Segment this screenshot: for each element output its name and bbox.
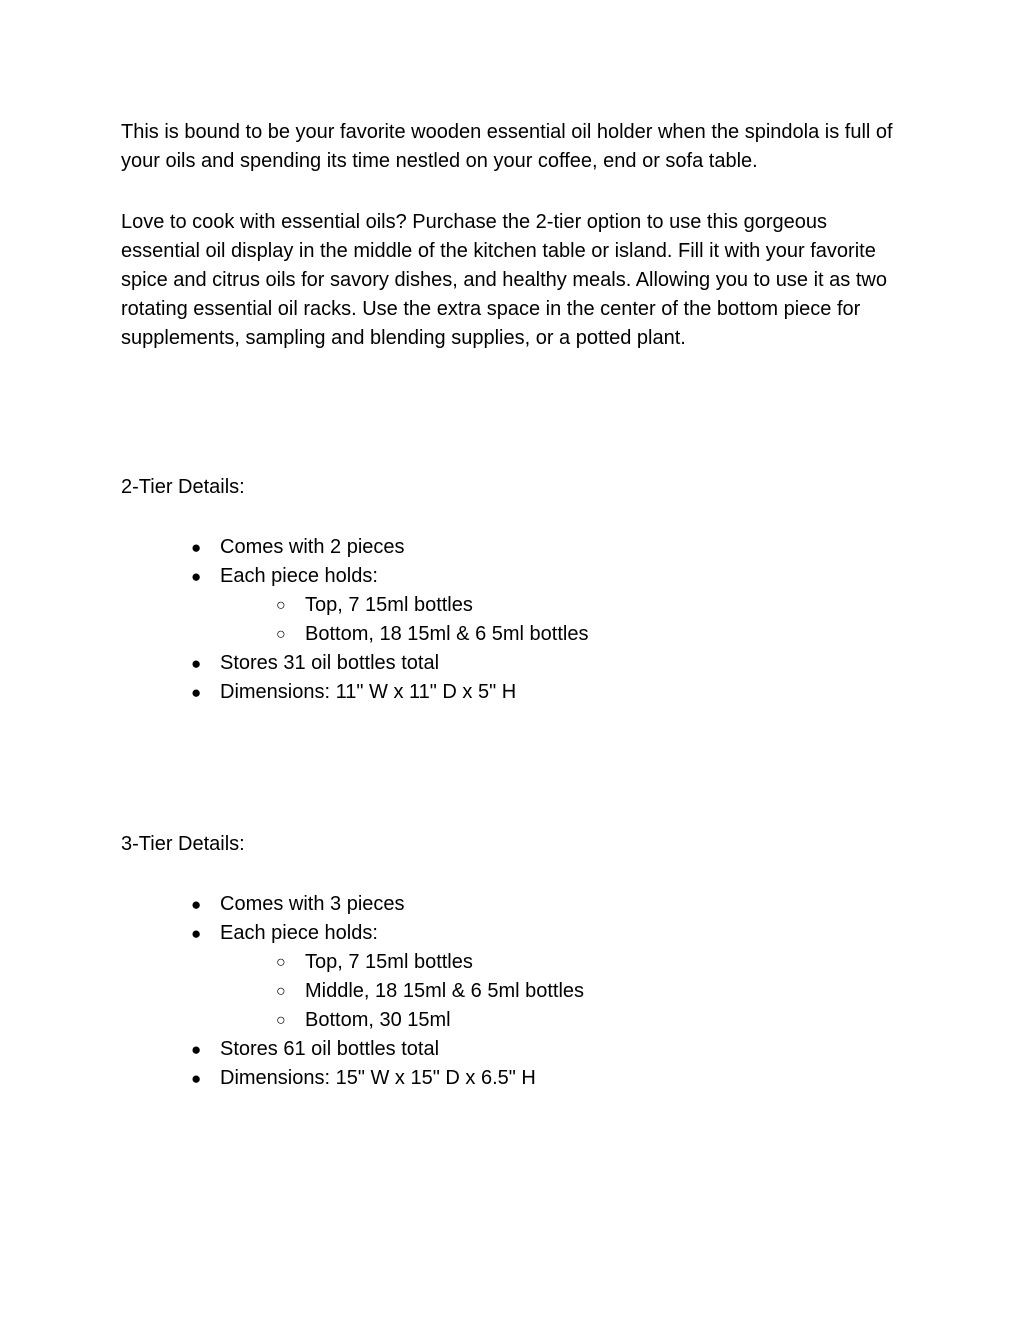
bullet-icon: ● <box>191 683 202 702</box>
list-item-text: Stores 61 oil bottles total <box>220 1038 440 1060</box>
intro-paragraph-1: This is bound to be your favorite wooden essential oil holder when the spindola is full of your oils and spending its time nestled on your coffee, end or sofa table. <box>121 121 893 172</box>
list-item-text: Stores 31 oil bottles total <box>220 652 440 674</box>
list-item-text: Dimensions: 15" W x 15" D x 6.5" H <box>220 1067 536 1089</box>
tier3-heading: 3-Tier Details: <box>121 833 245 855</box>
list-item-text: Comes with 2 pieces <box>220 536 405 558</box>
list-item-text: Comes with 3 pieces <box>220 893 405 915</box>
bullet-icon: ● <box>191 895 202 914</box>
intro-paragraph-2: Love to cook with essential oils? Purchase the 2-tier option to use this gorgeous essential oil display in the middle of the kitchen table or island. Fill it with your favorite spice and citrus oils for savory dishes, and healthy meals. Allowing you to use it as two rotating essential oil racks. Use the extra space in the center of the bottom piece for supplements, sampling and blending supplies, or a potted plant. <box>121 211 887 349</box>
bullet-icon: ● <box>191 654 202 673</box>
list-item-text: Bottom, 30 15ml <box>305 1009 451 1031</box>
list-item-text: Top, 7 15ml bottles <box>305 594 473 616</box>
list-item-text: Bottom, 18 15ml & 6 5ml bottles <box>305 623 589 645</box>
list-item-text: Each piece holds: <box>220 565 378 587</box>
list-item-text: Dimensions: 11" W x 11" D x 5" H <box>220 681 517 703</box>
bullet-icon: ● <box>191 538 202 557</box>
bullet-icon: ● <box>191 567 202 586</box>
hollow-bullet-icon: ○ <box>276 983 286 1000</box>
bullet-icon: ● <box>191 1069 202 1088</box>
hollow-bullet-icon: ○ <box>276 597 286 614</box>
bullet-icon: ● <box>191 924 202 943</box>
list-item-text: Middle, 18 15ml & 6 5ml bottles <box>305 980 585 1002</box>
hollow-bullet-icon: ○ <box>276 626 286 643</box>
tier2-heading: 2-Tier Details: <box>121 476 245 498</box>
hollow-bullet-icon: ○ <box>276 1012 286 1029</box>
hollow-bullet-icon: ○ <box>276 954 286 971</box>
list-item-text: Each piece holds: <box>220 922 378 944</box>
bullet-icon: ● <box>191 1040 202 1059</box>
list-item-text: Top, 7 15ml bottles <box>305 951 473 973</box>
